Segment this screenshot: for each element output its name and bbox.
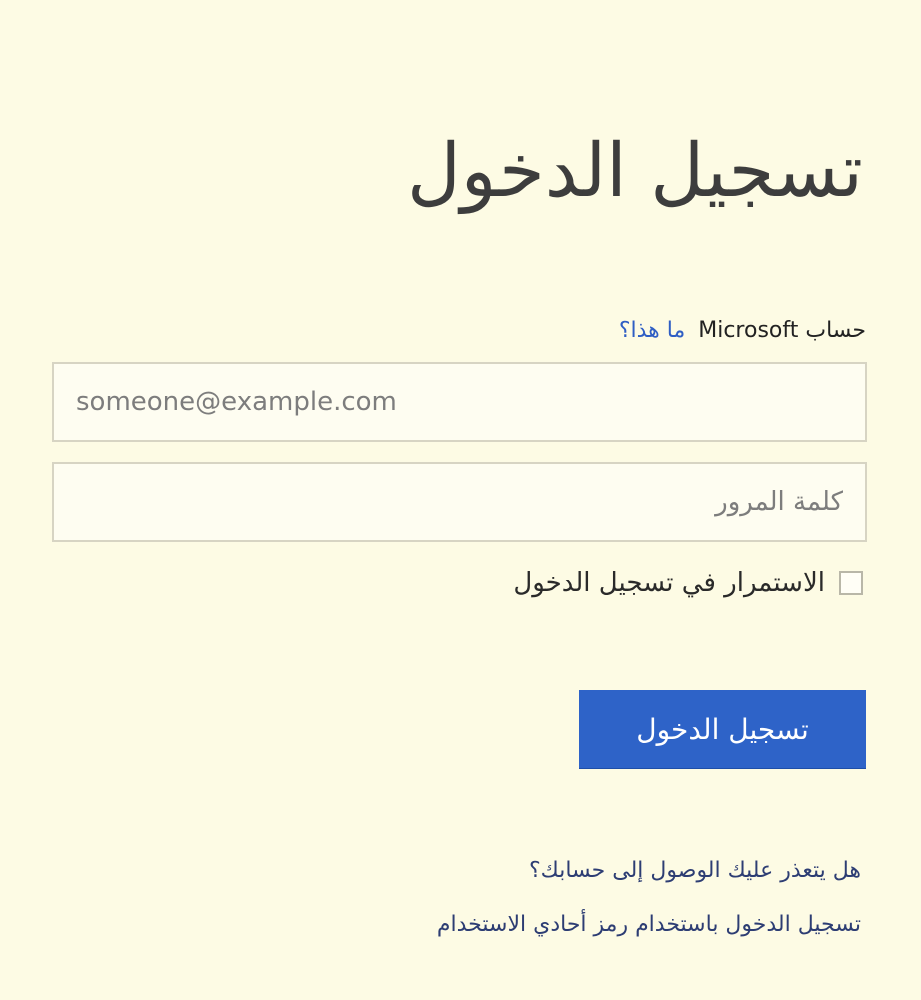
cant-access-account-link[interactable]: هل يتعذر عليك الوصول إلى حسابك؟ bbox=[529, 858, 861, 883]
email-field[interactable] bbox=[52, 362, 867, 442]
password-placeholder: كلمة المرور bbox=[715, 487, 843, 517]
account-label: حساب Microsoft bbox=[698, 318, 866, 343]
password-field[interactable] bbox=[52, 462, 867, 542]
keep-signed-in-label: الاستمرار في تسجيل الدخول bbox=[513, 568, 825, 598]
signin-button[interactable]: تسجيل الدخول bbox=[579, 690, 866, 768]
page-title: تسجيل الدخول bbox=[407, 128, 863, 214]
what-is-this-link[interactable]: ما هذا؟ bbox=[618, 318, 686, 343]
keep-signed-in-row[interactable] bbox=[513, 568, 863, 598]
one-time-code-signin-link[interactable]: تسجيل الدخول باستخدام رمز أحادي الاستخدام bbox=[436, 912, 861, 937]
checkbox-icon[interactable] bbox=[839, 571, 863, 595]
account-line bbox=[619, 318, 866, 343]
email-placeholder: someone@example.com bbox=[76, 387, 397, 417]
